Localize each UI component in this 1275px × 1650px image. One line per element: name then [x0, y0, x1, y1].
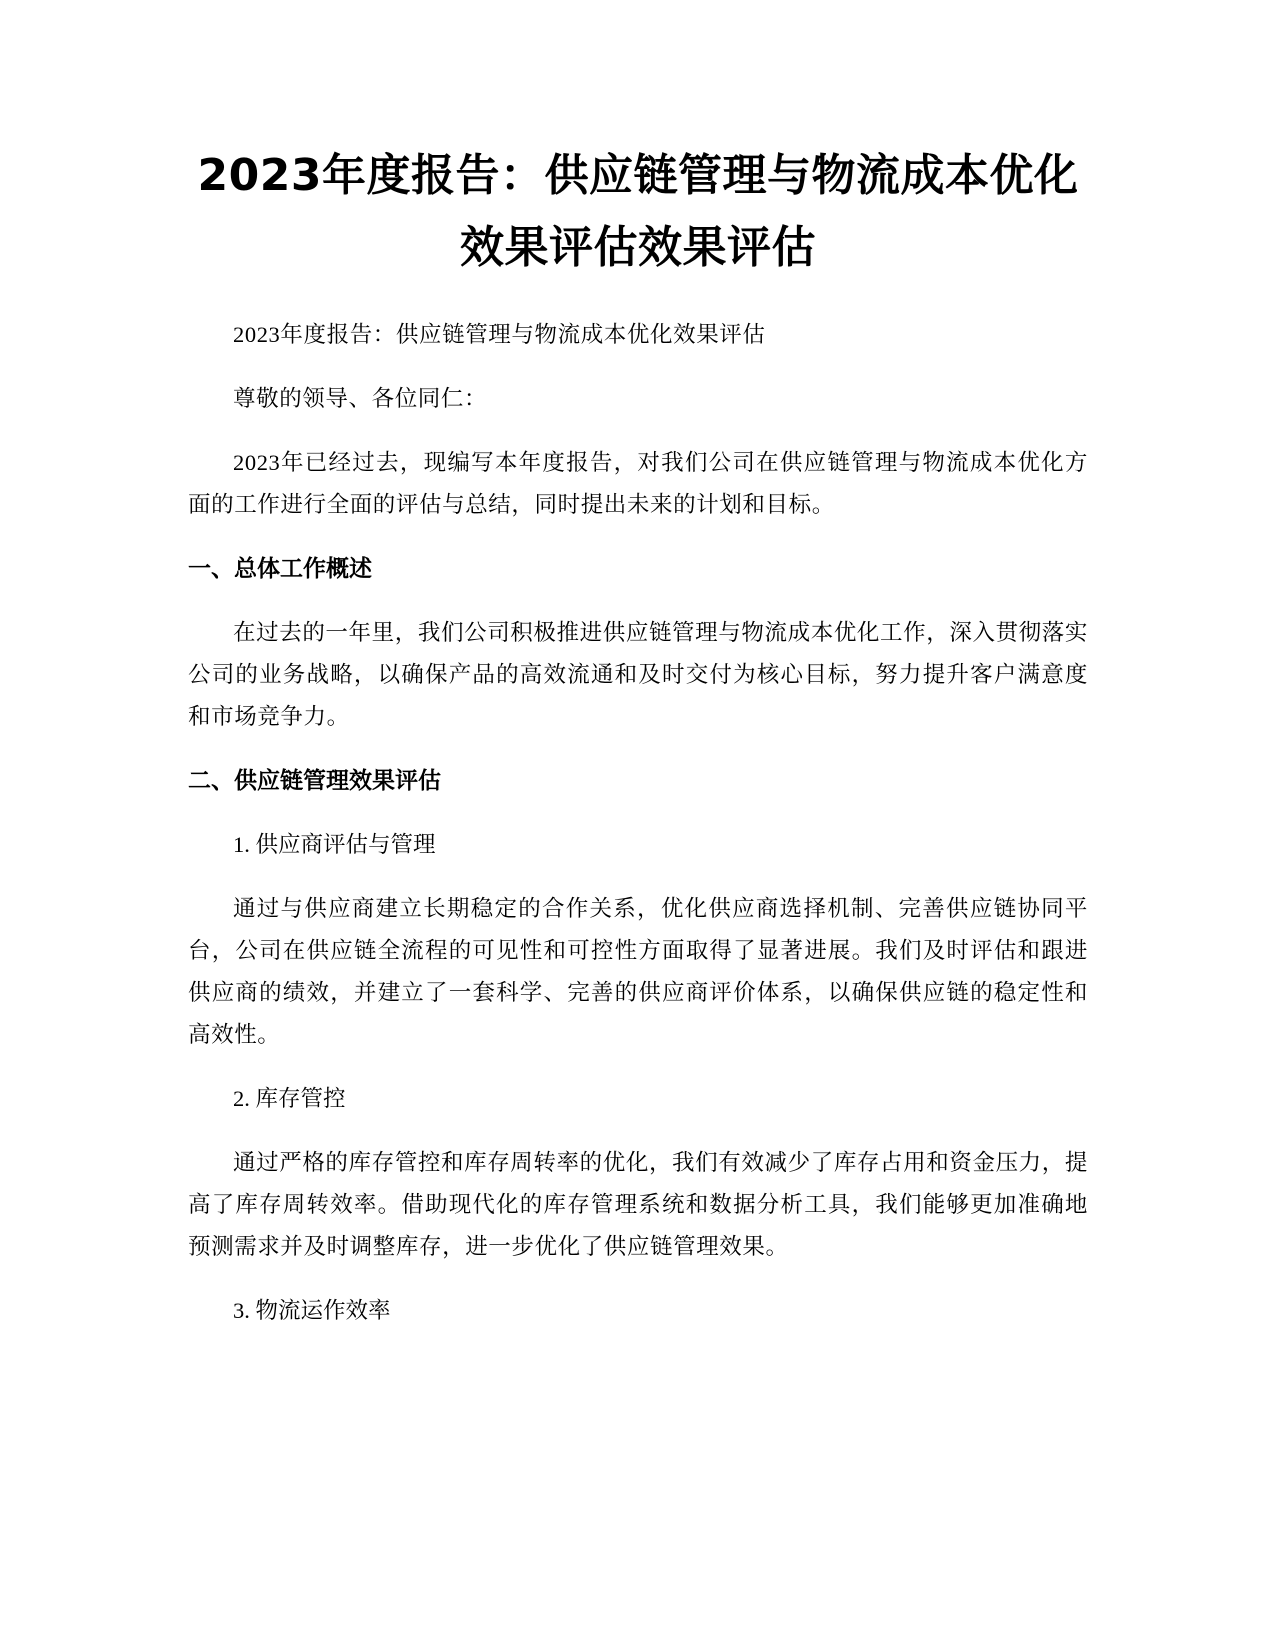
salutation: 尊敬的领导、各位同仁：: [233, 386, 488, 411]
document-content: [188, 140, 1088, 1354]
inventory-control-paragraph: 通过严格的库存管控和库存周转率的优化，我们有效减少了库存占用和资金压力，提高了库存周转效率。借助现代化的库存管理系统和数据分析工具，我们能够更加准确地预测需求并及时调整库存，进一步优化了供应链管理效果。: [188, 1150, 1088, 1259]
supplier-evaluation-paragraph: 通过与供应商建立长期稳定的合作关系，优化供应商选择机制、完善供应链协同平台，公司在供应链全流程的可见性和可控性方面取得了显著进展。我们及时评估和跟进供应商的绩效，并建立了一套科学、完善的供应商评价体系，以确保供应链的稳定性和高效性。: [188, 896, 1088, 1047]
document-title: 2023年度报告：供应链管理与物流成本优化效果评估效果评估: [197, 150, 1079, 273]
section-heading-overview: 一、总体工作概述: [188, 556, 372, 582]
subheading-supplier-evaluation: 1. 供应商评估与管理: [233, 832, 436, 857]
subheading-inventory-control: 2. 库存管控: [233, 1086, 346, 1111]
intro-paragraph: 2023年已经过去，现编写本年度报告，对我们公司在供应链管理与物流成本优化方面的工作进行全面的评估与总结，同时提出未来的计划和目标。: [188, 450, 1088, 517]
section-heading-supply-chain-evaluation: 二、供应链管理效果评估: [188, 768, 441, 794]
overview-paragraph: 在过去的一年里，我们公司积极推进供应链管理与物流成本优化工作，深入贯彻落实公司的业务战略，以确保产品的高效流通和及时交付为核心目标，努力提升客户满意度和市场竞争力。: [188, 620, 1088, 729]
report-subtitle-line: 2023年度报告：供应链管理与物流成本优化效果评估: [233, 322, 766, 347]
subheading-logistics-efficiency: 3. 物流运作效率: [233, 1298, 391, 1323]
